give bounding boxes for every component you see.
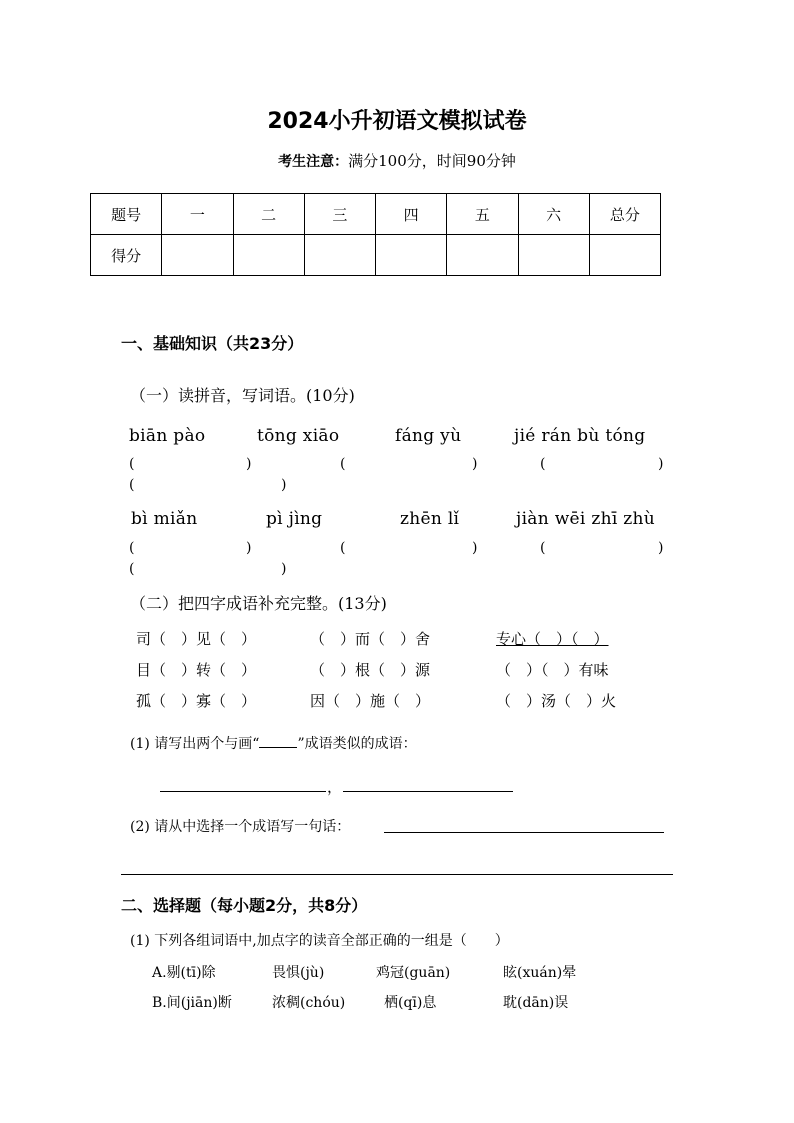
pinyin-item: bì miǎn [131,509,198,529]
idiom-blank[interactable]: 目（ ）转（ ） [136,661,257,679]
part2-title: （二）把四字成语补充完整。(13分) [130,594,387,613]
pinyin-item: jié rán bù tóng [514,426,646,446]
answer-line[interactable] [384,832,664,833]
score-cell[interactable] [518,235,589,276]
answer-paren[interactable]: ( [129,561,135,577]
answer-paren[interactable]: ( [129,456,135,472]
option-a-item: 鸡冠(guān) [376,965,451,981]
pinyin-item: zhēn lǐ [400,509,460,529]
answer-line[interactable] [121,874,673,875]
header-cell: 题号 [91,194,162,235]
option-a-item: 畏惧(jù) [272,965,325,981]
notice-label: 考生注意： [278,154,349,170]
part1-title: （一）读拼音，写词语。(10分) [130,386,355,405]
header-cell: 三 [304,194,375,235]
idiom-blank[interactable]: 司（ ）见（ ） [136,630,257,648]
answer-paren: ) [281,561,287,577]
idiom-blank[interactable]: （ ）汤（ ）火 [496,692,617,710]
answer-paren: ) [246,456,252,472]
answer-paren[interactable]: ( [129,477,135,493]
option-a-item[interactable]: A.剔(tī)除 [152,965,216,981]
answer-paren: ) [281,477,287,493]
answer-paren[interactable]: ( [129,540,135,556]
answer-paren[interactable]: ( [540,456,546,472]
header-cell: 六 [518,194,589,235]
score-table [90,193,661,276]
pinyin-item: pì jìng [266,509,323,529]
answer-paren: ) [658,540,664,556]
score-cell[interactable] [304,235,375,276]
answer-paren[interactable]: ( [340,456,346,472]
header-cell: 一 [162,194,233,235]
question-1 [130,733,417,753]
score-cell[interactable] [589,235,660,276]
option-a-item: 眩(xuán)晕 [503,965,577,981]
idiom-blank[interactable]: 因（ ）施（ ） [310,692,431,710]
underline-sample [259,733,297,748]
page-title: 2024小升初语文模拟试卷 [267,109,527,134]
idiom-blank[interactable]: （ ）根（ ）源 [310,661,431,679]
exam-notice [0,150,794,171]
section1-title: 一、基础知识（共23分） [121,334,304,353]
option-b-item: 耽(dān)误 [503,995,569,1011]
notice-text: 满分100分，时间90分钟 [348,152,516,170]
score-cell[interactable] [162,235,233,276]
answer-paren: ) [472,456,478,472]
idiom-blank[interactable]: （ ）（ ）有味 [496,661,609,679]
score-cell[interactable] [376,235,447,276]
answer-paren: ) [246,540,252,556]
score-table-header-row [91,194,661,235]
question-2: (2) 请从中选择一个成语写一句话： [130,819,351,835]
pinyin-item: biān pào [129,426,206,446]
section2-title: 二、选择题（每小题2分，共8分） [121,896,368,915]
answer-paren: ) [658,456,664,472]
score-cell[interactable] [447,235,518,276]
idiom-blank[interactable]: 孤（ ）寡（ ） [136,692,257,710]
idiom-blank[interactable]: （ ）而（ ）舍 [310,630,431,648]
score-table-score-row [91,235,661,276]
pinyin-item: tōng xiāo [257,426,340,446]
answer-paren[interactable]: ( [540,540,546,556]
answer-paren[interactable]: ( [340,540,346,556]
option-b-item[interactable]: B.间(jiān)断 [152,995,232,1011]
answer-line[interactable] [343,791,513,792]
header-cell: 二 [233,194,304,235]
pinyin-item: jiàn wēi zhī zhù [516,509,656,529]
header-cell: 总分 [589,194,660,235]
q1-suffix: ”成语类似的成语： [297,736,417,752]
idiom-blank-underlined[interactable]: 专心（ ）（ ） [496,630,609,648]
option-b-item: 浓稠(chóu) [272,995,346,1011]
row-label-cell: 得分 [91,235,162,276]
header-cell: 四 [376,194,447,235]
pinyin-item: fáng yù [395,426,462,446]
comma: ， [327,778,343,796]
score-cell[interactable] [233,235,304,276]
answer-line[interactable] [160,791,326,792]
option-b-item: 栖(qī)息 [384,995,437,1011]
header-cell: 五 [447,194,518,235]
choice-question-1: (1) 下列各组词语中,加点字的读音全部正确的一组是（ ） [130,933,509,949]
q1-prefix: (1) 请写出两个与画“ [130,736,260,752]
answer-paren: ) [472,540,478,556]
